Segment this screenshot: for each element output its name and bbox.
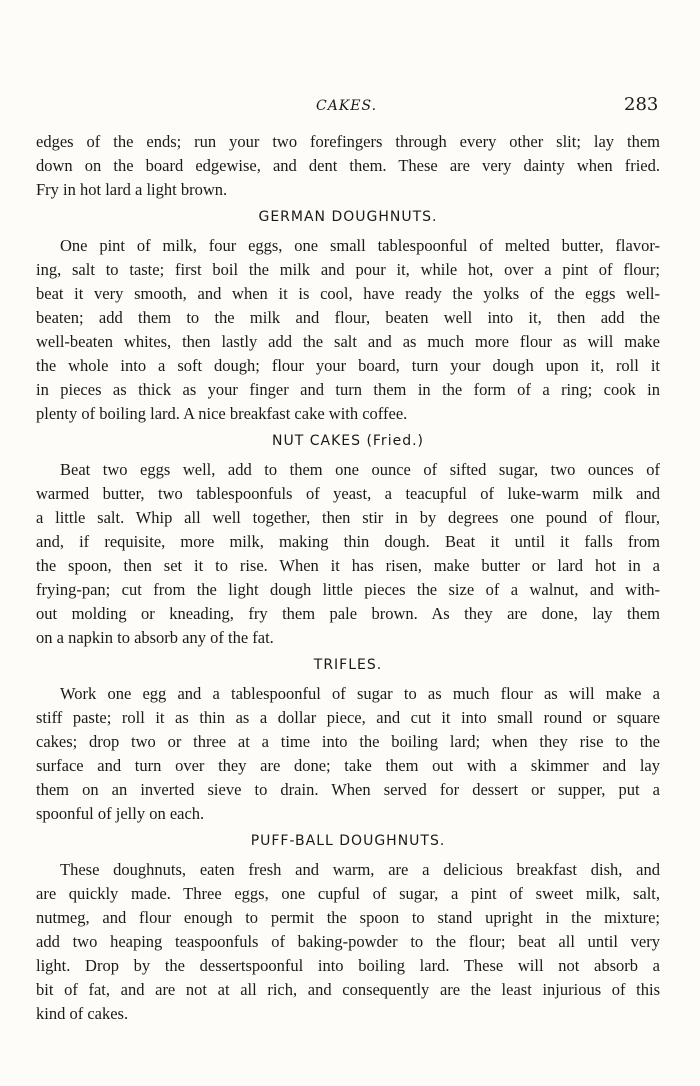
text-line: down on the board edgewise, and dent them. These are very dainty when fried. xyxy=(36,156,660,175)
text-line: beaten; add them to the milk and flour, beaten well into it, then add the xyxy=(36,308,660,327)
text-line: them on an inverted sieve to drain. When served for dessert or supper, put a xyxy=(36,780,660,799)
text-line: Beat two eggs well, add to them one ounce of sifted sugar, two ounces of xyxy=(60,460,660,479)
text-line: cakes; drop two or three at a time into the boiling lard; when they rise to the xyxy=(36,732,660,751)
text-line: the spoon, then set it to rise. When it has risen, make butter or lard hot in a xyxy=(36,556,660,575)
recipe-heading: NUT CAKES (Fried.) xyxy=(272,433,424,449)
recipe-heading: GERMAN DOUGHNUTS. xyxy=(258,209,438,225)
text-line: well-beaten whites, then lastly add the salt and as much more flour as will make xyxy=(36,332,660,351)
text-line: spoonful of jelly on each. xyxy=(36,804,205,823)
text-line: light. Drop by the dessertspoonful into boiling lard. These will not absorb a xyxy=(36,956,660,975)
text-line: and, if requisite, more milk, making thin dough. Beat it until it falls from xyxy=(36,532,660,551)
recipe-heading: PUFF-BALL DOUGHNUTS. xyxy=(250,833,446,849)
section-german-doughnuts xyxy=(36,206,660,426)
text-line: nutmeg, and flour enough to permit the spoon to stand upright in the mixture; xyxy=(36,908,660,927)
text-line: beat it very smooth, and when it is cool, have ready the yolks of the eggs well- xyxy=(36,284,660,303)
text-line: in pieces as thick as your finger and turn them in the form of a ring; cook in xyxy=(36,380,660,399)
text-line: frying-pan; cut from the light dough little pieces the size of a walnut, and with- xyxy=(36,580,660,599)
text-line: plenty of boiling lard. A nice breakfast cake with coffee. xyxy=(36,404,408,423)
section-continued xyxy=(36,130,660,202)
text-line: add two heaping teaspoonfuls of baking-powder to the flour; beat all until very xyxy=(36,932,660,951)
text-line: edges of the ends; run your two forefingers through every other slit; lay them xyxy=(36,132,660,151)
text-line: stiff paste; roll it as thin as a dollar piece, and cut it into small round or square xyxy=(36,708,660,727)
page-number: 283 xyxy=(624,94,659,115)
text-line: These doughnuts, eaten fresh and warm, are a delicious breakfast dish, and xyxy=(60,860,660,879)
text-line: a little salt. Whip all well together, then stir in by degrees one pound of flour, xyxy=(36,508,660,527)
text-line: are quickly made. Three eggs, one cupful of sugar, a pint of sweet milk, salt, xyxy=(36,884,660,903)
text-line: ing, salt to taste; first boil the milk and pour it, while hot, over a pint of flour; xyxy=(36,260,660,279)
section-puff-ball-doughnuts xyxy=(36,830,660,1026)
text-line: One pint of milk, four eggs, one small tablespoonful of melted butter, flavor- xyxy=(60,236,660,255)
page-body xyxy=(36,130,660,1026)
text-line: warmed butter, two tablespoonfuls of yeast, a teacupful of luke-warm milk and xyxy=(36,484,660,503)
text-line: kind of cakes. xyxy=(36,1004,129,1023)
text-line: Work one egg and a tablespoonful of sugar to as much flour as will make a xyxy=(60,684,660,703)
text-line: Fry in hot lard a light brown. xyxy=(36,180,228,199)
running-title: CAKES. xyxy=(316,98,378,114)
running-head xyxy=(0,94,700,118)
text-line: out molding or kneading, fry them pale brown. As they are done, lay them xyxy=(36,604,660,623)
section-nut-cakes xyxy=(36,430,660,650)
text-line: the whole into a soft dough; flour your board, turn your dough upon it, roll it xyxy=(36,356,660,375)
text-line: bit of fat, and are not at all rich, and consequently are the least injurious of this xyxy=(36,980,660,999)
recipe-heading: TRIFLES. xyxy=(313,657,383,673)
section-trifles xyxy=(36,654,660,826)
text-line: on a napkin to absorb any of the fat. xyxy=(36,628,274,647)
text-line: surface and turn over they are done; take them out with a skimmer and lay xyxy=(36,756,660,775)
